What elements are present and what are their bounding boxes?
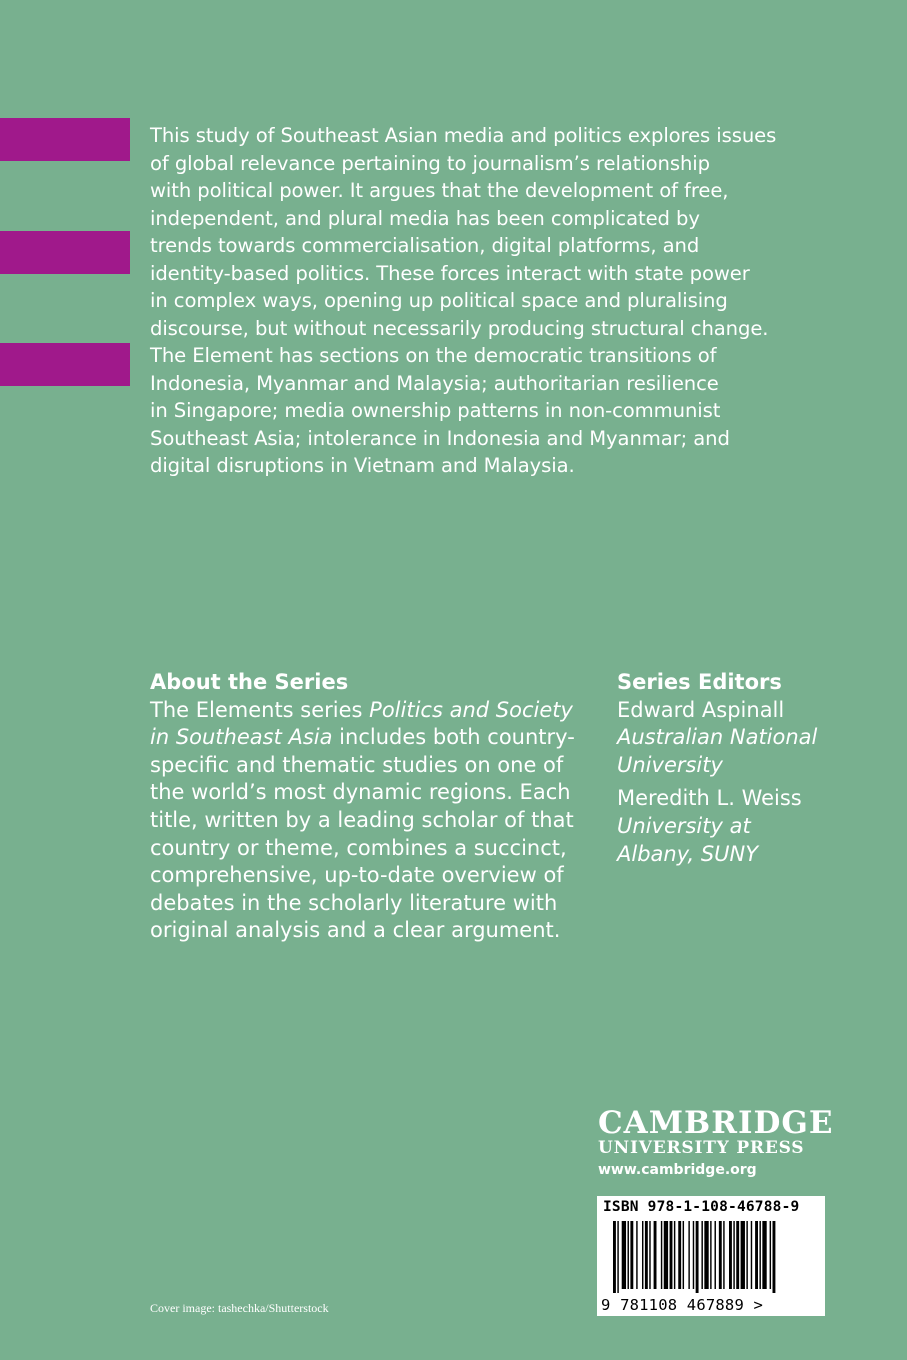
barcode-bar bbox=[617, 1221, 618, 1293]
blurb-line: discourse, but without necessarily producing structural change. bbox=[150, 316, 769, 340]
barcode-bar bbox=[649, 1221, 650, 1289]
decorative-bar-3 bbox=[0, 343, 130, 386]
about-series-text: The Elements series bbox=[150, 697, 370, 722]
editor-affiliation: Australian National bbox=[617, 725, 818, 750]
barcode-bar bbox=[664, 1221, 668, 1289]
barcode-bar bbox=[719, 1221, 722, 1289]
barcode-bar bbox=[654, 1221, 657, 1289]
barcode-bar bbox=[701, 1221, 702, 1289]
about-series-heading: About the Series bbox=[150, 670, 349, 694]
about-series-text: includes both country- bbox=[332, 725, 575, 750]
barcode-icon bbox=[597, 1221, 825, 1293]
blurb-line: trends towards commercialisation, digital platforms, and bbox=[150, 234, 700, 257]
about-series-line: comprehensive, up-to-date overview of bbox=[150, 863, 564, 888]
barcode-bar bbox=[670, 1221, 673, 1289]
about-series-line: country or theme, combines a succinct, bbox=[150, 835, 567, 860]
editor-affiliation: University bbox=[617, 752, 723, 777]
about-series-line: specific and thematic studies on one of bbox=[150, 752, 564, 777]
barcode-bar bbox=[674, 1221, 675, 1289]
decorative-bar-1 bbox=[0, 118, 130, 161]
barcode-bar bbox=[773, 1221, 776, 1293]
barcode-bar bbox=[636, 1221, 637, 1289]
editor-affiliation: University at bbox=[617, 813, 751, 838]
series-title-part2: in Southeast Asia bbox=[150, 725, 333, 750]
barcode-bar bbox=[613, 1221, 616, 1293]
barcode-bar bbox=[751, 1221, 752, 1289]
barcode-bar bbox=[628, 1221, 629, 1289]
about-series-line: original analysis and a clear argument. bbox=[150, 918, 561, 943]
book-blurb bbox=[150, 122, 840, 480]
blurb-line: digital disruptions in Vietnam and Malaysia. bbox=[150, 454, 575, 477]
barcode-bar bbox=[693, 1221, 694, 1289]
barcode-bar bbox=[645, 1221, 648, 1289]
barcode-bar bbox=[770, 1221, 771, 1289]
blurb-line: The Element has sections on the democratic transitions of bbox=[150, 344, 717, 367]
series-title-part1: Politics and Society bbox=[369, 697, 573, 722]
barcode-bar bbox=[630, 1221, 633, 1289]
blurb-line: in complex ways, opening up political space and pluralising bbox=[150, 289, 728, 312]
barcode-bar bbox=[678, 1221, 681, 1289]
isbn-label: ISBN 978-1-108-46788-9 bbox=[603, 1199, 800, 1215]
about-series-line: debates in the scholarly literature with bbox=[150, 890, 558, 915]
barcode-bar bbox=[729, 1221, 732, 1289]
blurb-line: identity-based politics. These forces interact with state power bbox=[150, 261, 750, 285]
barcode-bar bbox=[723, 1221, 724, 1289]
about-the-series bbox=[150, 669, 590, 945]
editor-affiliation: Albany, SUNY bbox=[617, 841, 759, 866]
barcode-bar bbox=[710, 1221, 711, 1289]
about-series-line bbox=[150, 697, 590, 725]
barcode-bar bbox=[683, 1221, 684, 1289]
editor-name: Edward Aspinall bbox=[617, 697, 785, 722]
blurb-line: with political power. It argues that the development of free, bbox=[150, 179, 729, 202]
barcode-bar bbox=[733, 1221, 734, 1289]
barcode-bar bbox=[642, 1221, 643, 1289]
publisher-sub: UNIVERSITY PRESS bbox=[598, 1138, 805, 1158]
about-series-line: the world’s most dynamic regions. Each bbox=[150, 780, 571, 805]
barcode-bar bbox=[622, 1221, 626, 1289]
barcode-bar bbox=[696, 1221, 699, 1293]
barcode-bar bbox=[688, 1221, 689, 1289]
series-editors bbox=[617, 669, 857, 868]
barcode-bar bbox=[741, 1221, 745, 1289]
series-editors-heading: Series Editors bbox=[617, 670, 782, 694]
publisher-url: www.cambridge.org bbox=[598, 1162, 757, 1178]
blurb-line: Southeast Asia; intolerance in Indonesia and Myanmar; and bbox=[150, 426, 730, 450]
blurb-line: independent, and plural media has been complicated by bbox=[150, 206, 700, 230]
blurb-line: Indonesia, Myanmar and Malaysia; authoritarian resilience bbox=[150, 371, 719, 395]
decorative-bar-2 bbox=[0, 231, 130, 274]
publisher-logo bbox=[598, 1105, 834, 1178]
publisher-name: CAMBRIDGE bbox=[598, 1105, 834, 1141]
barcode-bar bbox=[704, 1221, 708, 1289]
about-series-line: title, written by a leading scholar of that bbox=[150, 807, 574, 832]
isbn-barcode bbox=[597, 1196, 825, 1316]
blurb-line: of global relevance pertaining to journalism’s relationship bbox=[150, 151, 710, 175]
barcode-bar bbox=[736, 1221, 739, 1289]
editor-name: Meredith L. Weiss bbox=[617, 786, 802, 811]
cover-credit: Cover image: tashechka/Shutterstock bbox=[150, 1301, 329, 1315]
barcode-bar bbox=[661, 1221, 662, 1289]
barcode-bar bbox=[759, 1221, 760, 1289]
barcode-digits: 9 781108 467889 > bbox=[601, 1296, 764, 1314]
barcode-bar bbox=[715, 1221, 716, 1289]
about-series-line bbox=[150, 724, 590, 752]
barcode-bar bbox=[755, 1221, 758, 1289]
blurb-line: This study of Southeast Asian media and politics explores issues bbox=[150, 124, 777, 147]
barcode-bar bbox=[746, 1221, 747, 1289]
blurb-line: in Singapore; media ownership patterns in non-communist bbox=[150, 399, 721, 422]
barcode-bar bbox=[762, 1221, 766, 1289]
